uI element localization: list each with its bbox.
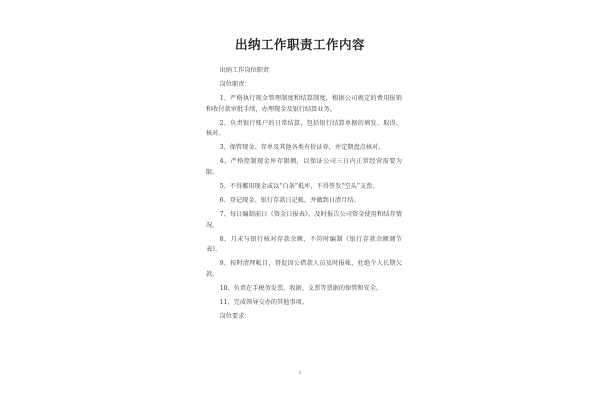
duty-item-7: 7、每日编制前日《资金日报表》，及时报告公司资金使用和结存情况。 — [206, 211, 402, 229]
duty-item-11: 11、完成领导交办的其他事项。 — [219, 299, 308, 307]
duty-item-1: 1、严格执行现金管理制度和结算制度，根据公司规定的费用报销和收付款审批手续，办理现金及银行结算业务。 — [206, 95, 402, 113]
document-body — [206, 66, 402, 326]
duty-item-10: 10、负责在手税务发票、收据、支票等票据的保管和安全。 — [219, 285, 383, 293]
duty-item-9: 9、按时清理帐目，督促因公借款人员及时报帐，杜绝个人长期欠款。 — [206, 260, 402, 278]
duty-item-8: 8、月末与银行核对存款余额，不符时编制《银行存款余额调节表》。 — [206, 235, 402, 254]
section-label: 岗位职责： — [219, 81, 251, 89]
duty-item-3: 3、保管现金、存单及其他各类有价证券，并定期盘点核对。 — [219, 144, 385, 152]
duty-item-5: 5、不得挪用现金或以“白条”抵库，不得签发“空头”支票。 — [219, 183, 379, 191]
page-number: 1 — [298, 370, 302, 376]
duty-item-6: 6、登记现金、银行存款日记帐，并做到日清月结。 — [219, 197, 360, 205]
duty-item-4: 4、严格控制现金库存限额，以保证公司三日内正常经营需要为限。 — [206, 158, 402, 176]
document-title: 出纳工作职责工作内容 — [234, 37, 365, 52]
section-heading: 出纳工作岗位职责 — [219, 67, 270, 74]
requirements-label: 岗位要求： — [219, 313, 251, 321]
duty-item-2: 2、负责银行账户的日常结算，包括银行结算单据的填发、取得、核对。 — [206, 119, 402, 138]
